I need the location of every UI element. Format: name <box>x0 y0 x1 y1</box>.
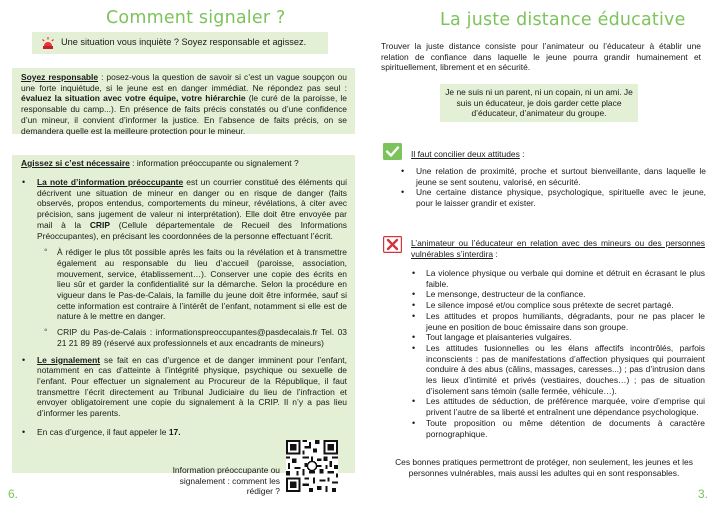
siren-icon <box>40 35 56 51</box>
list-item: • Les attitudes fusionnelles ou les élans affectifs incontrôlés, parfois inconscients : pas de manifestations d’affection physiques qui pourraient conduire à des abus (câlins, massages, caresses...) ; pas d’intrusion dans les lieux d’intimité et privés (vestiaires, douches…) ; pas de situation d’isolement sans témoin (salle fermée, véhicule…). <box>411 343 705 397</box>
responsibility-paragraph: Soyez responsable : posez-vous la question de savoir si c’est un vague soupçon ou une forte inquiétude, si le jeune est en danger immédiat. Ne répondez pas seul : évaluez la situation avec votre équipe, votre hiérarchie (le curé de la paroisse, le responsable du camp...). En présence de faits précis constatés ou d’une confidence d’un mineur, il convient d’informer la justice. En l’absence de faits précis, on se demandera quelle est la meilleure protection pour le mineur. <box>21 72 347 136</box>
attitudes-list <box>400 166 706 209</box>
action-heading: Agissez si c’est nécessaire : information préoccupante ou signalement ? <box>21 158 299 168</box>
alert-banner <box>32 32 328 54</box>
page-number-left: 6. <box>8 487 19 501</box>
quote-box: Je ne suis ni un parent, ni un copain, ni un ami. Je suis un éducateur, je dois garder cette place d’éducateur, d’animateur du groupe. <box>440 84 638 122</box>
prohibitions-heading: L’animateur ou l’éducateur en relation avec des mineurs ou des personnes vulnérables s’interdira : <box>411 238 705 259</box>
cross-icon <box>383 236 402 253</box>
attitudes-heading: Il faut concilier deux attitudes : <box>411 149 525 159</box>
list-item: ◦ À rédiger le plus tôt possible après les faits ou la révélation et à transmettre également au responsable du lieu d’accueil (paroisse, association, mouvement, service, établissement…). Conserver une copie des écrits en lieu sûr et garder la confidentialité sur la démarche. Selon la procédure en vigueur dans le Pas-de-Calais, la famille du jeune doit être informée, sauf si cette information est contraire à l’intérêt de l’enfant, notamment si elle est de nature à le mettre en danger. <box>37 247 347 322</box>
responsibility-lead: Soyez responsable <box>21 72 99 82</box>
list-item: • Une relation de proximité, proche et surtout bienveillante, dans laquelle le jeune se sent soutenu, valorisé, en sécurité. <box>400 166 706 187</box>
check-icon <box>383 143 402 160</box>
prohibitions-list <box>411 268 705 439</box>
list-item: • La note d’information préoccupante est un courrier constitué des éléments qui décrivent une situation de mineur en danger ou en risque de danger (faits observés, propos entendus, comportements du mineur, révélations, à citer avec précision, sans jugement de valeur ni interprétation). Elle doit être envoyée par mail à la CRIP (Cellule départementale de Recueil des Informations Préoccupantes), en précisant les coordonnées de la personne effectuant l’écrit. ◦ À rédiger le plus tôt possible après les faits ou la révélation et à transmettre également au responsable du lieu d’accueil (paroisse, association, mouvement, service, établissement…). Conserver une copie des écrits en lieu sûr et garder la confidentialité sur la démarche. Selon la procédure en vigueur dans le Pas-de-Calais, la famille du jeune doit être informée, sauf si cette information est contraire à l’intérêt de l’enfant, notamment si elle est de nature à le mettre en danger. ◦ CRIP du Pas-de-Calais : informationspreoccupantes@pasdecalais.fr Tel. 03 21 21 89 89 (réservé aux professionnels et aux encadrants de mineurs) <box>21 177 347 349</box>
outro-paragraph: Ces bonnes pratiques permettront de protéger, non seulement, les jeunes et les personnes vulnérables, mais aussi les adultes qui en sont responsables. <box>395 457 693 478</box>
sub-list <box>37 247 347 348</box>
qr-code[interactable] <box>286 440 338 492</box>
list-item: • Les attitudes de séduction, de préférence marquée, voire d’emprise qui privent l’autre de sa liberté et entraînent une dépendance psychologique. <box>411 396 705 417</box>
list-item: • Tout langage et plaisanteries vulgaires. <box>411 332 705 343</box>
list-item: • Les attitudes et propos humiliants, dégradants, pour ne pas placer le jeune en position de bouc émissaire dans son groupe. <box>411 311 705 332</box>
right-page <box>360 0 720 509</box>
alert-text: Une situation vous inquiète ? Soyez responsable et agissez. <box>61 37 307 47</box>
intro-paragraph: Trouver la juste distance consiste pour l’animateur ou l’éducateur à établir une relation de confiance dans laquelle le jeune pourra grandir humainement et spirituellement, librement et en sécurité. <box>381 41 701 73</box>
list-item: • Le signalement se fait en cas d’urgence et de danger imminent pour l’enfant, notamment en cas d’atteinte à l’intégrité physique, psychique ou sexuelle de l’enfant. Pour effectuer un signalement au Procureur de la République, il faut transmettre l’écrit directement au Tribunal Judiciaire du lieu de l’infraction et envoyer obligatoirement une copie du signalement à la CRIP. Il n’y a pas lieu d’informer les parents. <box>21 355 347 419</box>
action-list <box>21 177 347 437</box>
list-item: • Une certaine distance physique, psychologique, spirituelle avec le jeune, pour le laisser grandir et exister. <box>400 187 706 208</box>
list-item: • Le silence imposé et/ou complice sous prétexte de secret partagé. <box>411 300 705 311</box>
evaluate-emphasis: évaluez la situation avec votre équipe, votre hiérarchie <box>21 93 246 104</box>
list-item: • Toute proposition ou même détention de documents à caractère pornographique. <box>411 418 705 439</box>
page-number-right: 3. <box>698 487 709 501</box>
qr-caption: Information préoccupante ou signalement : comment les rédiger ? <box>172 465 280 496</box>
list-item: • La violence physique ou verbale qui domine et détruit en écrasant le plus faible. <box>411 268 705 289</box>
right-page-title: La juste distance éducative <box>440 10 686 30</box>
action-box <box>12 155 355 473</box>
list-item: • Le mensonge, destructeur de la confiance. <box>411 289 705 300</box>
list-item: • En cas d’urgence, il faut appeler le 17. <box>21 427 347 438</box>
crip-contact: ◦ CRIP du Pas-de-Calais : informationspreoccupantes@pasdecalais.fr Tel. 03 21 21 89 89 (réservé aux professionnels et aux encadrants de mineurs) <box>37 327 347 348</box>
left-page-title: Comment signaler ? <box>106 8 286 28</box>
responsibility-box <box>12 68 355 134</box>
